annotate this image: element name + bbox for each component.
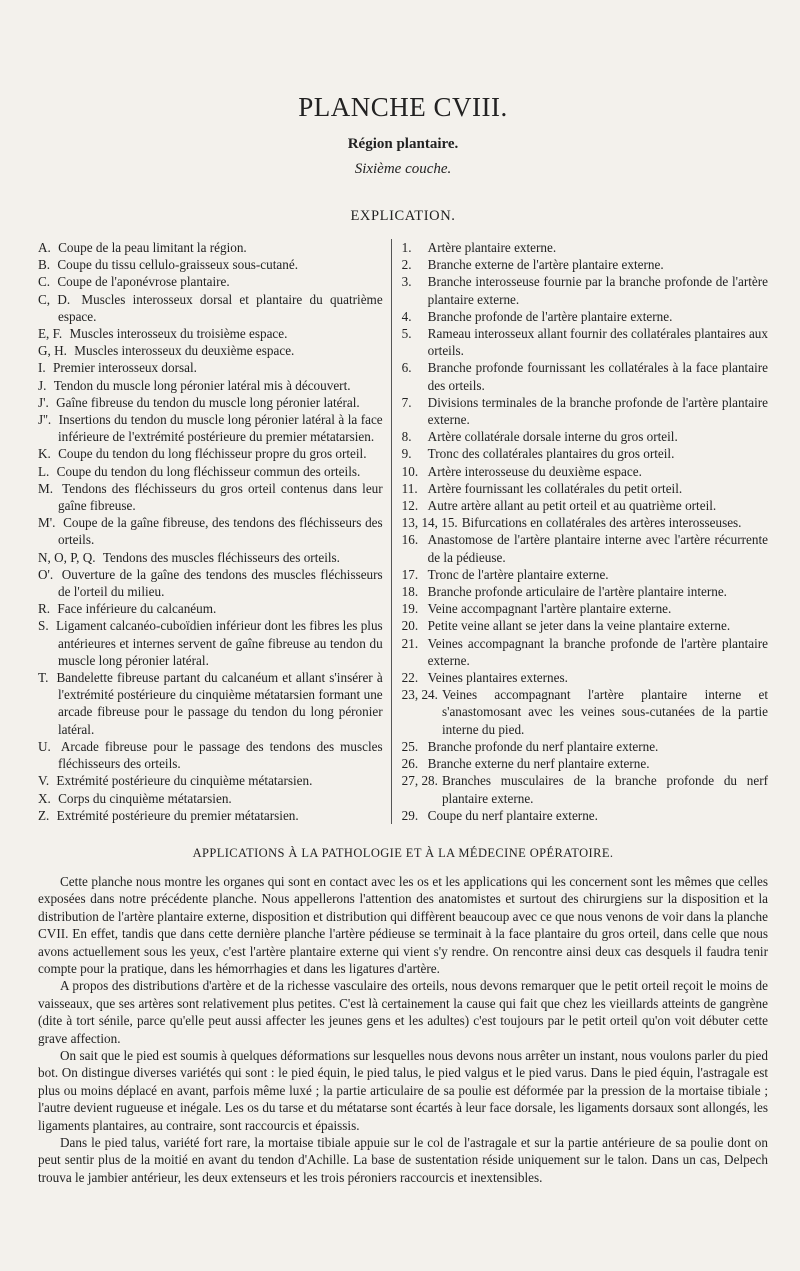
legend-description: Arcade fibreuse pour le passage des tendons des muscles fléchisseurs des orteils. xyxy=(58,738,383,772)
legend-item xyxy=(38,359,383,376)
legend-description: Premier interosseux dorsal. xyxy=(53,360,197,376)
legend-key: 21. xyxy=(401,635,419,651)
legend-letters xyxy=(38,239,391,824)
legend-key: 20. xyxy=(401,618,419,634)
legend-item xyxy=(402,807,768,824)
legend-description: Tendon du muscle long péronier latéral mis à découvert. xyxy=(53,377,351,393)
legend-description: Anastomose de l'artère plantaire interne avec l'artère récurrente de la pédieuse. xyxy=(427,532,768,565)
legend-item xyxy=(402,635,768,669)
legend-key: J''. xyxy=(38,412,55,428)
legend-description: Muscles interosseux du deuxième espace. xyxy=(74,343,295,359)
legend-columns xyxy=(38,239,768,824)
legend-key: T. xyxy=(38,670,53,686)
legend-key: 13, 14, 15. xyxy=(401,515,458,531)
legend-description: Veine accompagnant l'artère plantaire externe. xyxy=(427,601,672,617)
layer-title: Sixième couche. xyxy=(354,161,452,177)
legend-key: 11. xyxy=(401,480,418,496)
legend-description: Veines plantaires externes. xyxy=(427,670,568,686)
legend-key: R. xyxy=(38,601,54,617)
legend-description: Muscles interosseux dorsal et plantaire du quatrième espace. xyxy=(58,291,383,324)
legend-item xyxy=(38,669,383,738)
region-title: Région plantaire. xyxy=(347,136,459,152)
legend-key: N, O, P, Q. xyxy=(38,549,99,565)
legend-key: 27, 28. xyxy=(401,773,438,789)
legend-description: Petite veine allant se jeter dans la veine plantaire externe. xyxy=(427,618,731,634)
legend-key: M. xyxy=(38,480,59,496)
legend-item xyxy=(402,445,768,462)
legend-key: 29. xyxy=(401,807,419,823)
legend-description: Divisions terminales de la branche profonde de l'artère plantaire externe. xyxy=(427,394,768,428)
legend-key: A. xyxy=(38,240,55,255)
legend-item xyxy=(402,308,768,325)
legend-description: Branche profonde de l'artère plantaire externe. xyxy=(427,308,673,324)
legend-description: Veines accompagnant l'artère plantaire interne et s'anastomosant avec les veines sous-cutanées de la partie interne du pied. xyxy=(441,687,768,737)
legend-item xyxy=(402,686,768,738)
legend-key: 17. xyxy=(401,566,419,582)
legend-item xyxy=(402,566,768,583)
legend-description: Branche profonde du nerf plantaire externe. xyxy=(427,738,659,754)
legend-item xyxy=(402,617,768,634)
legend-description: Ligament calcanéo-cuboïdien inférieur dont les fibres les plus antérieures et internes servent de gaîne fibreuse au tendon du muscle long péronier latéral. xyxy=(56,618,383,668)
legend-key: 16. xyxy=(401,532,419,548)
legend-item xyxy=(38,463,383,480)
legend-item xyxy=(38,342,383,359)
legend-description: Coupe de la gaîne fibreuse, des tendons des fléchisseurs des orteils. xyxy=(58,515,383,548)
legend-description: Extrémité postérieure du premier métatarsien. xyxy=(56,807,299,823)
legend-key: 3. xyxy=(401,274,412,290)
legend-description: Face inférieure du calcanéum. xyxy=(57,601,217,617)
legend-numbers xyxy=(391,239,768,824)
legend-key: 22. xyxy=(401,670,419,686)
legend-description: Veines accompagnant la branche profonde de l'artère plantaire externe. xyxy=(427,635,768,668)
legend-description: Muscles interosseux du troisième espace. xyxy=(69,326,288,342)
legend-key: O'. xyxy=(38,566,58,582)
legend-item xyxy=(38,256,383,273)
legend-description: Artère plantaire externe. xyxy=(427,240,557,255)
legend-description: Coupe du nerf plantaire externe. xyxy=(427,807,598,823)
legend-item xyxy=(402,514,768,531)
legend-description: Branche profonde articulaire de l'artère plantaire interne. xyxy=(427,584,727,600)
legend-description: Artère fournissant les collatérales du petit orteil. xyxy=(427,480,683,496)
legend-description: Bandelette fibreuse partant du calcanéum et allant s'insérer à l'extrémité postérieure du cinquième métatarsien formant une arcade fibreuse pour le passage du tendon du long péronier latéral. xyxy=(56,670,383,737)
legend-key: J'. xyxy=(38,394,53,410)
legend-key: 2. xyxy=(401,257,412,273)
legend-key: 26. xyxy=(401,756,419,772)
legend-item xyxy=(402,738,768,755)
legend-item xyxy=(402,480,768,497)
explication-heading: EXPLICATION. xyxy=(350,208,456,224)
legend-item xyxy=(38,325,383,342)
legend-description: Coupe du tendon du long fléchisseur commun des orteils. xyxy=(56,463,361,479)
legend-key: 6. xyxy=(401,360,412,376)
legend-key: E, F. xyxy=(38,326,66,342)
legend-item xyxy=(402,325,768,359)
legend-item xyxy=(402,755,768,772)
legend-item xyxy=(402,583,768,600)
legend-key: 7. xyxy=(401,394,412,410)
legend-description: Branche profonde fournissant les collatérales à la face plantaire des orteils. xyxy=(427,360,768,393)
legend-description: Branche externe du nerf plantaire externe. xyxy=(427,756,650,772)
legend-item xyxy=(38,273,383,290)
plate-title: PLANCHE CVIII. xyxy=(298,92,508,122)
legend-key: 12. xyxy=(401,498,419,514)
legend-item xyxy=(402,359,768,393)
legend-key: S. xyxy=(38,618,52,634)
legend-item xyxy=(38,291,383,325)
legend-key: 18. xyxy=(401,584,419,600)
legend-key: 1. xyxy=(401,240,412,255)
legend-key: J. xyxy=(38,377,50,393)
legend-key: 19. xyxy=(401,601,419,617)
legend-item xyxy=(402,463,768,480)
legend-description: Autre artère allant au petit orteil et au quatrième orteil. xyxy=(427,498,717,514)
legend-description: Extrémité postérieure du cinquième métatarsien. xyxy=(56,773,313,789)
legend-key: C, D. xyxy=(38,291,78,307)
legend-description: Tronc des collatérales plantaires du gros orteil. xyxy=(427,446,675,462)
legend-key: M'. xyxy=(38,515,60,531)
legend-key: U. xyxy=(38,738,57,754)
legend-item xyxy=(38,394,383,411)
legend-key: K. xyxy=(38,446,55,462)
legend-item xyxy=(402,772,768,806)
legend-item xyxy=(38,514,383,548)
legend-key: X. xyxy=(38,790,55,806)
legend-key: C. xyxy=(38,274,54,290)
legend-item xyxy=(402,239,768,256)
legend-description: Artère collatérale dorsale interne du gros orteil. xyxy=(427,429,678,445)
legend-description: Artère interosseuse du deuxième espace. xyxy=(427,463,642,479)
legend-description: Bifurcations en collatérales des artères interosseuses. xyxy=(461,515,742,531)
legend-description: Branche interosseuse fournie par la branche profonde de l'artère plantaire externe. xyxy=(427,274,768,307)
legend-item xyxy=(38,738,383,772)
legend-key: Z. xyxy=(38,807,53,823)
legend-key: I. xyxy=(38,360,49,376)
legend-key: 10. xyxy=(401,463,419,479)
legend-description: Corps du cinquième métatarsien. xyxy=(58,790,232,806)
legend-item xyxy=(38,377,383,394)
legend-description: Gaîne fibreuse du tendon du muscle long péronier latéral. xyxy=(56,394,360,410)
legend-item xyxy=(38,566,383,600)
legend-description: Coupe du tendon du long fléchisseur propre du gros orteil. xyxy=(58,446,367,462)
legend-description: Coupe de la peau limitant la région. xyxy=(58,240,247,255)
legend-item xyxy=(402,273,768,307)
legend-key: 23, 24. xyxy=(401,687,438,703)
legend-item xyxy=(402,394,768,428)
legend-item xyxy=(38,239,383,256)
legend-key: V. xyxy=(38,773,53,789)
legend-item xyxy=(402,428,768,445)
legend-description: Coupe du tissu cellulo-graisseux sous-cutané. xyxy=(57,257,299,273)
legend-key: B. xyxy=(38,257,54,273)
legend-description: Coupe de l'aponévrose plantaire. xyxy=(57,274,230,290)
legend-description: Tronc de l'artère plantaire externe. xyxy=(427,566,609,582)
legend-key: 5. xyxy=(401,326,412,342)
legend-item xyxy=(38,772,383,789)
legend-item xyxy=(402,497,768,514)
applications-heading: APPLICATIONS À LA PATHOLOGIE ET À LA MÉDECINE OPÉRATOIRE. xyxy=(192,845,614,860)
legend-item xyxy=(402,669,768,686)
legend-item xyxy=(38,549,383,566)
legend-description: Ouverture de la gaîne des tendons des muscles fléchisseurs de l'orteil du milieu. xyxy=(58,566,383,600)
paragraph: Cette planche nous montre les organes qui sont en contact avec les os et les applications qui les concernent sont les mêmes que celles exposées dans notre précédente planche. Nous appellerons l'attention des anatomistes et surtout des chirurgiens sur la disposition et la distribution de l'artère plantaire externe, disposition et distribution qui diffèrent beaucoup avec ce que nous venons de voir dans la planche CVII. En effet, tandis que dans cette dernière planche l'artère pédieuse se terminait à la face plantaire du gros orteil, dans celle que nous avons actuellement sous les yeux, c'est l'artère plantaire externe qui vient s'y rendre. On rencontre ainsi deux cas desquels il faudra tenir compte pour la pratique, dans les hémorrhagies et dans les ligatures d'artère. xyxy=(38,873,768,976)
legend-key: 4. xyxy=(401,308,412,324)
legend-item xyxy=(38,617,383,669)
legend-description: Rameau interosseux allant fournir des collatérales plantaires aux orteils. xyxy=(427,326,768,359)
paragraph: On sait que le pied est soumis à quelques déformations sur lesquelles nous devons nous arrêter un instant, nous voulons parler du pied bot. On distingue diverses variétés qui sont : le pied équin, le pied talus, le pied valgus et le pied varus. Dans le pied équin, l'astragale est plus ou moins déplacé en avant, parfois même luxé ; la partie articulaire de sa poulie est déformée par la pression de la mortaise tibiale ; l'autre devient rugueuse et inégale. Les os du tarse et du métatarse sont écartés à leur face dorsale, les ligaments dorsaux sont allongés, les ligaments plantaires, au contraire, sont raccourcis et épaissis. xyxy=(38,1047,768,1133)
legend-key: G, H. xyxy=(38,343,71,359)
legend-item xyxy=(38,480,383,514)
paragraph: Dans le pied talus, variété fort rare, la mortaise tibiale appuie sur le col de l'astragale et sur la partie antérieure de sa poulie dont on peut sentir plus de la moitié en avant du tendon d'Achille. La base de sustentation réside uniquement sur le talon. Dans un cas, Delpech trouva le jambier antérieur, les deux extenseurs et les trois péroniers raccourcis et inextensibles. xyxy=(38,1135,768,1185)
legend-description: Tendons des muscles fléchisseurs des orteils. xyxy=(102,549,340,565)
legend-item xyxy=(402,531,768,565)
legend-description: Branche externe de l'artère plantaire externe. xyxy=(427,257,664,273)
legend-item xyxy=(38,807,383,824)
legend-key: L. xyxy=(38,463,53,479)
legend-key: 25. xyxy=(401,738,419,754)
legend-item xyxy=(38,600,383,617)
legend-key: 8. xyxy=(401,429,412,445)
applications-text xyxy=(38,873,768,1186)
legend-item xyxy=(38,790,383,807)
legend-item xyxy=(402,600,768,617)
legend-description: Branches musculaires de la branche profonde du nerf plantaire externe. xyxy=(441,773,768,806)
legend-description: Tendons des fléchisseurs du gros orteil contenus dans leur gaîne fibreuse. xyxy=(58,480,383,514)
legend-item xyxy=(402,256,768,273)
legend-key: 9. xyxy=(401,446,412,462)
paragraph: A propos des distributions d'artère et de la richesse vasculaire des orteils, nous devons remarquer que le petit orteil reçoit le moins de vaisseaux, que ses artères sont relativement plus petites. C'est là certainement la cause qui fait que chez les vieillards atteints de gangrène (dite à tort sénile, parce qu'elle peut aussi affecter les jeunes gens et les adultes) c'est toujours par le petit orteil qu'on voit débuter cette grave affection. xyxy=(38,978,768,1046)
legend-item xyxy=(38,445,383,462)
legend-description: Insertions du tendon du muscle long péronier latéral à la face inférieure de l'extrémité postérieure du premier métatarsien. xyxy=(58,412,383,445)
legend-item xyxy=(38,411,383,445)
